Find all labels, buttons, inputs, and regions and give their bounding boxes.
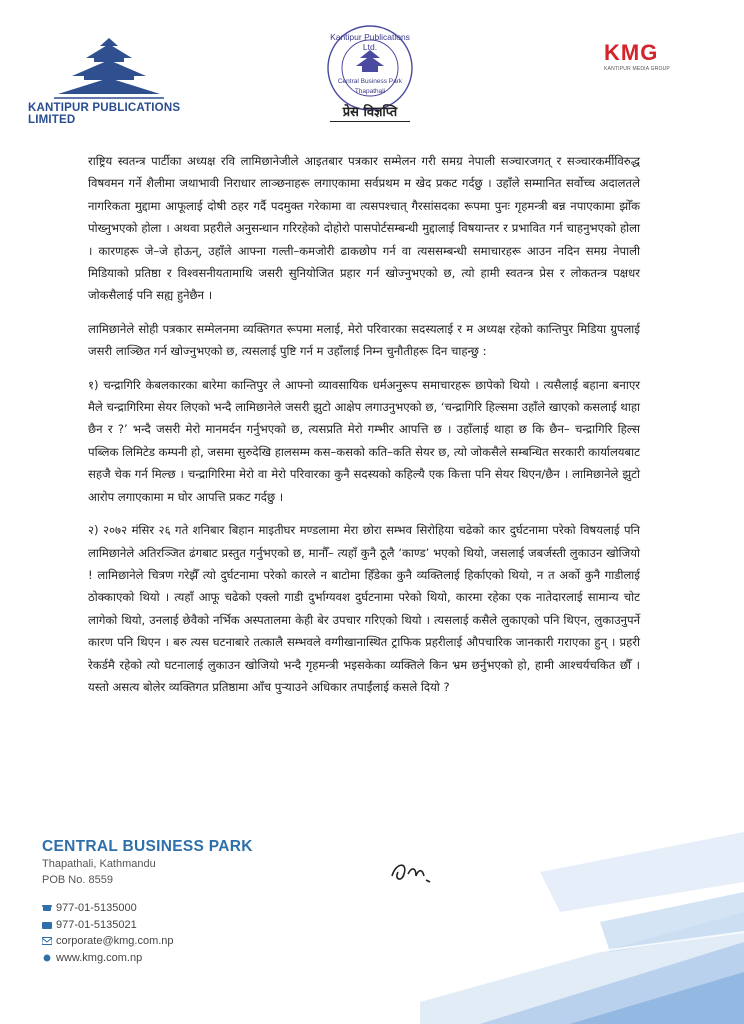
paragraph-4: २) २०७२ मंसिर २६ गते शनिबार बिहान माइतीघर मण्डलामा मेरा छोरा सम्भव सिरोहिया चढेको कार दुर्घटनामा परेको विषयलाई पनि लामिछानेले अतिरञ्जित ढंगबाट प्रस्तुत गर्नुभएको छ, मानौँ– त्यहाँ कुनै ठूलै ‘काण्ड’ भएको थियो, जसलाई जबर्जस्ती लुकाउन खोजियो ! लामिछानेले चित्रण गरेझैँ त्यो दुर्घटनामा परेको कारले न बाटोमा हिँडेका कुनै व्यक्तिलाई हिर्काएको थियो, न त अर्को कुनै गाडीलाई ठोक्काएको थियो । त्यहाँ आफू चढेको एक्लो गाडी दुर्भाग्यवश दुर्घटनामा परेको थियो, कारमा रहेका एक नातेदारलाई सामान्य चोट लागेको थियो, उनलाई छेवैको नर्भिक अस्पतालमा केही बेर उपचार गरिएको थियो । त्यसलाई कसैले लुकाएको पनि थिएन, लुकाउनुपर्ने कारण पनि थिएन । बरु त्यस घटनाबारे तत्कालै सम्भवले वग्गीखानास्थित ट्राफिक प्रहरीलाई औपचारिक जानकारी गराएका हुन् । प्रहरी रेकर्डमै रहेको त्यो घटनालाई लुकाउन खोजियो भन्दै गृहमन्त्री भइसकेका व्यक्तिले किन भ्रम छर्नुभएको हो, हामी आश्चर्यचकित छौँ । यस्तो असत्य बोलेर व्यक्तिगत प्रतिष्ठामा आँच पुर्‍याउने अधिकार तपाईंलाई कसले दियो ?: [88, 523, 640, 694]
kmg-logo: [604, 42, 674, 82]
paragraph-2: लामिछानेले सोही पत्रकार सम्मेलनमा व्यक्तिगत रूपमा मलाई, मेरो परिवारका सदस्यलाई र म अध्यक्ष रहेको कान्तिपुर मिडिया ग्रुपलाई जसरी लाञ्छित गर्न खोज्नुभएको छ, त्यसलाई पुष्टि गर्न म उहाँलाई निम्न चुनौतीहरू दिन चाहन्छु :: [88, 321, 640, 359]
paragraph-3: १) चन्द्रागिरि केबलकारका बारेमा कान्तिपुर ले आफ्नो व्यावसायिक धर्मअनुरूप समाचारहरू छापेको थियो । त्यसैलाई बहाना बनाएर मैले चन्द्रागिरिमा सेयर लिएको भन्दै लामिछानेले जसरी झुटो आक्षेप लगाउनुभएको छ, ‘चन्द्रागिरि हिल्समा उहाँले खाएको कसलाई थाहा छैन र ?’ भन्दै जसरी मेरो मानमर्दन गर्नुभएको छ, त्यसप्रति मेरो गम्भीर आपत्ति छ । उहाँलाई थाहा छ कि छैन– चन्द्रागिरि हिल्स पब्लिक लिमिटेड कम्पनी हो, जसमा सुरुदेखि हालसम्म कस–कसको कति–कति सेयर छ, त्यो जोकसैले सम्बन्धित सरकारी कार्यालयबाट सहजै चेक गर्न मिल्छ । चन्द्रागिरिमा मेरो वा मेरो परिवारका कुनै सदस्यको कहिल्यै एक कित्ता पनि सेयर थिएन/छैन । लामिछानेले झुटो आरोप लगाएकामा म घोर आपत्ति प्रकट गर्दछु ।: [88, 377, 640, 504]
footer-address: [42, 838, 253, 888]
email-row: [42, 933, 174, 950]
pagoda-logo-icon: [54, 36, 164, 100]
phone-icon: [42, 904, 52, 912]
phone-number-2: 977-01-5135021: [56, 918, 137, 931]
page-title: प्रेस विज्ञप्ति: [330, 102, 410, 122]
building-watermark-icon: [420, 812, 744, 1024]
fax-icon: [42, 921, 52, 929]
paragraph-1: राष्ट्रिय स्वतन्त्र पार्टीका अध्यक्ष रवि लामिछानेजीले आइतबार पत्रकार सम्मेलन गरी समग्र नेपाली सञ्चारजगत् र सञ्चारकर्मीविरुद्ध विषवमन गर्ने शैलीमा जथाभावी निराधार लाञ्छनाहरू लगाएकामा सर्वप्रथम म खेद प्रकट गर्दछु । उहाँले सम्मानित सर्वोच्च अदालतले नागरिकता मुद्दामा आफूलाई दोषी ठहर गर्दै पदमुक्त गरेकामा वा त्यसपश्चात् गैरसांसदका रूपमा पुनः गृहमन्त्री बन्न नपाएकामा झोँक पोख्नुभएको होला । अथवा प्रहरीले अनुसन्धान गरिरहेको दोहोरो पासपोर्टसम्बन्धी मुद्दालाई विषयान्तर र प्रभावित गर्न चाहनुभएको होला । कारणहरू जे–जे होऊन्, उहाँले आफ्ना गल्ती–कमजोरी ढाकछोप गर्न वा त्यससम्बन्धी समाचारहरू आउन नदिन समग्र नेपाली मिडियाको प्रतिष्ठा र विश्वसनीयतामाथि जसरी सुनियोजित प्रहार गर्न खोज्नुभएको छ, त्यो हामी स्वतन्त्र प्रेस र लोकतन्त्र पक्षधर जोकसैलाई पनि सह्य हुनेछैन ।: [88, 154, 640, 303]
kmg-logo-text: KMG: [604, 40, 659, 65]
footer-title: CENTRAL BUSINESS PARK: [42, 838, 253, 855]
email-address: corporate@kmg.com.np: [56, 935, 174, 947]
seal-inner-text-2: Thapathali: [354, 88, 386, 95]
kmg-tagline: KANTIPUR MEDIA GROUP: [604, 66, 670, 72]
email-icon: [42, 937, 52, 945]
kantipur-logo: [28, 36, 218, 126]
signature-icon: [386, 856, 436, 892]
press-release-body: [88, 150, 640, 709]
address-line-1: Thapathali, Kathmandu: [42, 858, 156, 870]
globe-icon: [42, 954, 52, 962]
phone-number-1: 977-01-5135000: [56, 902, 137, 914]
footer-contacts: [42, 900, 174, 966]
address-line-2: POB No. 8559: [42, 874, 113, 886]
website-row: [42, 950, 174, 967]
website-url: www.kmg.com.np: [56, 951, 143, 964]
company-name: KANTIPUR PUBLICATIONS LIMITED: [28, 102, 181, 126]
seal-top-text: Kantipur Publications Ltd.: [330, 32, 410, 52]
phone-row-2: [42, 917, 174, 934]
phone-row-1: [42, 900, 174, 917]
seal-inner-text-1: Central Business Park: [337, 78, 403, 85]
